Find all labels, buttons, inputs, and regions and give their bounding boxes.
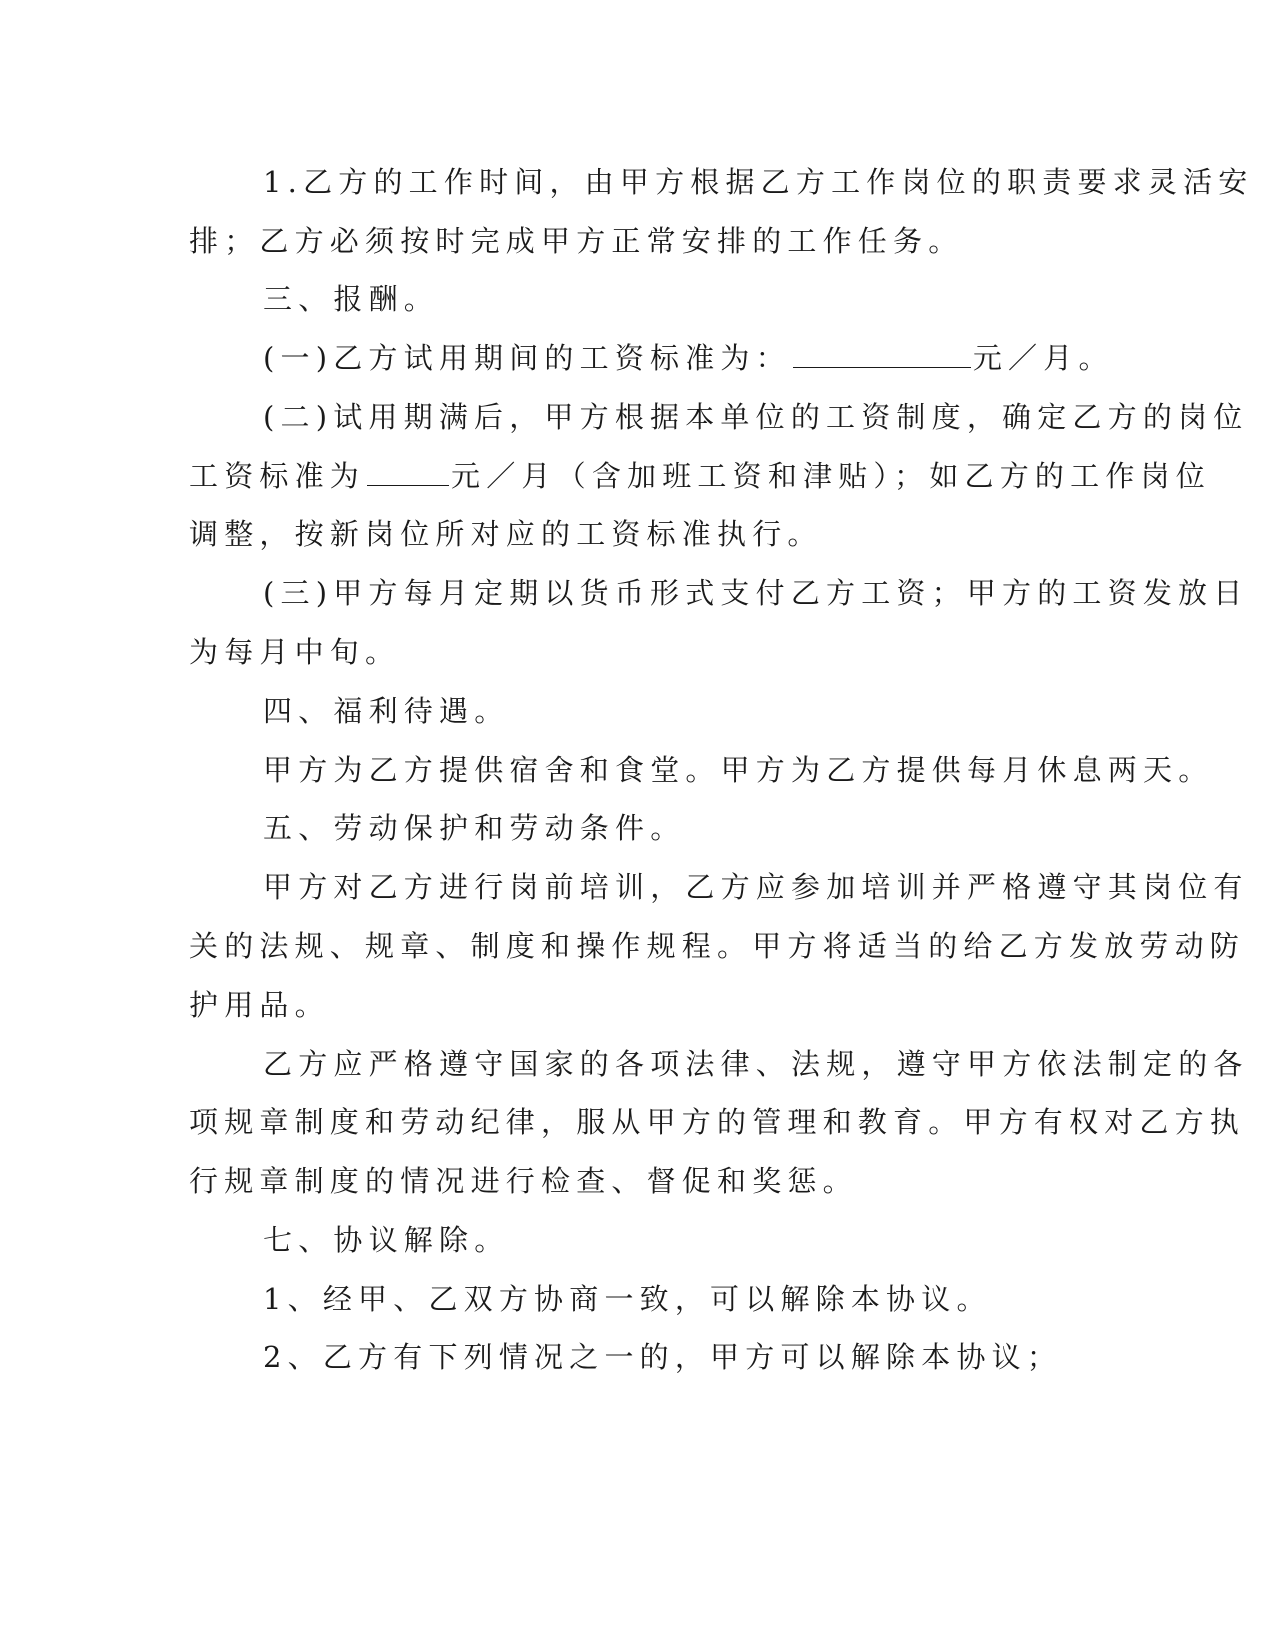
section-heading-remuneration: 三、报酬。: [263, 282, 440, 316]
section-heading-labor-protection: 五、劳动保护和劳动条件。: [263, 811, 686, 845]
post-wage-label: 工资标准为: [189, 459, 366, 493]
paragraph-discipline-line-1: 乙方应严格遵守国家的各项法律、法规，遵守甲方依法制定的各: [263, 1047, 1249, 1081]
paragraph-post-wage-line-2: [189, 456, 1211, 496]
paragraph-discipline-line-3: 行规章制度的情况进行检查、督促和奖惩。: [189, 1164, 858, 1198]
post-wage-blank: [367, 459, 449, 486]
probation-wage-unit: 元／月。: [972, 341, 1114, 375]
post-wage-rest: 元／月（含加班工资和津贴）；如乙方的工作岗位: [451, 459, 1211, 493]
paragraph-payment-line-2: 为每月中旬。: [189, 635, 401, 669]
paragraph-post-wage-line-3: 调整，按新岗位所对应的工资标准执行。: [189, 517, 823, 551]
paragraph-work-time-line-1: 1.乙方的工作时间，由甲方根据乙方工作岗位的职责要求灵活安: [263, 165, 1254, 199]
paragraph-discipline-line-2: 项规章制度和劳动纪律，服从甲方的管理和教育。甲方有权对乙方执: [189, 1105, 1246, 1139]
probation-wage-label: (一)乙方试用期间的工资标准为：: [263, 341, 791, 375]
paragraph-post-wage-line-1: (二)试用期满后，甲方根据本单位的工资制度，确定乙方的岗位: [263, 400, 1249, 434]
paragraph-work-time-line-2: 排；乙方必须按时完成甲方正常安排的工作任务。: [189, 224, 964, 258]
paragraph-welfare: 甲方为乙方提供宿舍和食堂。甲方为乙方提供每月休息两天。: [263, 753, 1214, 787]
paragraph-payment-line-1: (三)甲方每月定期以货币形式支付乙方工资；甲方的工资发放日: [263, 576, 1249, 610]
paragraph-training-line-2: 关的法规、规章、制度和操作规程。甲方将适当的给乙方发放劳动防: [189, 929, 1246, 963]
section-heading-welfare: 四、福利待遇。: [263, 694, 510, 728]
section-heading-termination: 七、协议解除。: [263, 1223, 510, 1257]
paragraph-training-line-3: 护用品。: [189, 988, 330, 1022]
paragraph-termination-2: 2、乙方有下列情况之一的，甲方可以解除本协议；: [263, 1340, 1063, 1374]
paragraph-probation-wage: [263, 338, 1163, 378]
probation-wage-blank: [793, 341, 971, 368]
paragraph-training-line-1: 甲方对乙方进行岗前培训，乙方应参加培训并严格遵守其岗位有: [263, 870, 1249, 904]
paragraph-termination-1: 1、经甲、乙双方协商一致，可以解除本协议。: [263, 1282, 992, 1316]
